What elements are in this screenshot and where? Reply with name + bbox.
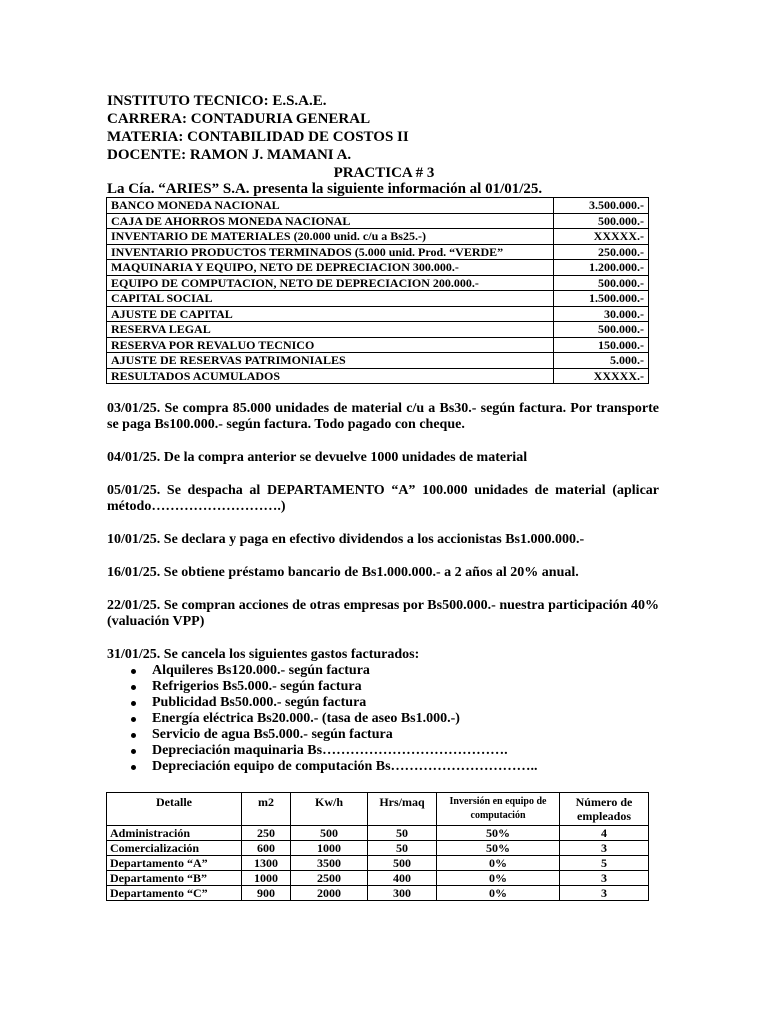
operation-paragraph: 03/01/25. Se compra 85.000 unidades de material c/u a Bs30.- según factura. Por transporte se paga Bs100.000.- según factura. Todo pagado con cheque. bbox=[107, 401, 659, 432]
account-amount: 3.500.000.- bbox=[554, 198, 649, 214]
table-cell: 50% bbox=[437, 826, 560, 841]
account-name: AJUSTE DE RESERVAS PATRIMONIALES bbox=[107, 353, 554, 369]
table-cell: Departamento “B” bbox=[107, 871, 242, 886]
account-name: BANCO MONEDA NACIONAL bbox=[107, 198, 554, 214]
operation-paragraph: 22/01/25. Se compran acciones de otras empresas por Bs500.000.- nuestra participación 40% (valuación VPP) bbox=[107, 598, 659, 629]
table-cell: 3 bbox=[560, 871, 649, 886]
account-amount: 150.000.- bbox=[554, 337, 649, 353]
document-header bbox=[107, 92, 409, 164]
distribution-table bbox=[106, 792, 649, 901]
table-cell: 50 bbox=[368, 841, 437, 856]
operation-paragraph: 16/01/25. Se obtiene préstamo bancario de Bs1.000.000.- a 2 años al 20% anual. bbox=[107, 565, 579, 580]
account-name: CAPITAL SOCIAL bbox=[107, 291, 554, 307]
account-name: RESULTADOS ACUMULADOS bbox=[107, 368, 554, 384]
account-amount: 1.500.000.- bbox=[554, 291, 649, 307]
intro-text: La Cía. “ARIES” S.A. presenta la siguiente información al 01/01/25. bbox=[107, 181, 543, 197]
balance-table bbox=[106, 197, 649, 384]
account-name: INVENTARIO PRODUCTOS TERMINADOS (5.000 unid. Prod. “VERDE” bbox=[107, 244, 554, 260]
table-row bbox=[107, 886, 649, 901]
table-row bbox=[107, 306, 649, 322]
table-cell: 0% bbox=[437, 871, 560, 886]
table-row bbox=[107, 229, 649, 245]
list-item: Depreciación equipo de computación Bs………………………….. bbox=[129, 759, 659, 775]
table-cell: 250 bbox=[242, 826, 291, 841]
account-amount: 30.000.- bbox=[554, 306, 649, 322]
account-name: CAJA DE AHORROS MONEDA NACIONAL bbox=[107, 213, 554, 229]
table-row bbox=[107, 198, 649, 214]
table-cell: 0% bbox=[437, 856, 560, 871]
operation-paragraph: 04/01/25. De la compra anterior se devuelve 1000 unidades de material bbox=[107, 450, 528, 465]
table-cell: 50% bbox=[437, 841, 560, 856]
account-amount: 1.200.000.- bbox=[554, 260, 649, 276]
account-name: MAQUINARIA Y EQUIPO, NETO DE DEPRECIACION 300.000.- bbox=[107, 260, 554, 276]
account-name: RESERVA LEGAL bbox=[107, 322, 554, 338]
table-cell: 50 bbox=[368, 826, 437, 841]
table-row bbox=[107, 826, 649, 841]
table-row bbox=[107, 871, 649, 886]
table-cell: 2500 bbox=[291, 871, 368, 886]
list-item: Publicidad Bs50.000.- según factura bbox=[129, 695, 659, 711]
table-cell: 1000 bbox=[291, 841, 368, 856]
table-row bbox=[107, 244, 649, 260]
list-item: Alquileres Bs120.000.- según factura bbox=[129, 663, 659, 679]
account-name: RESERVA POR REVALUO TECNICO bbox=[107, 337, 554, 353]
expenses-list bbox=[107, 663, 659, 775]
table-cell: 600 bbox=[242, 841, 291, 856]
table-cell: Administración bbox=[107, 826, 242, 841]
account-name: EQUIPO DE COMPUTACION, NETO DE DEPRECIACION 200.000.- bbox=[107, 275, 554, 291]
table-cell: Comercialización bbox=[107, 841, 242, 856]
account-amount: 500.000.- bbox=[554, 322, 649, 338]
institute-line: INSTITUTO TECNICO: E.S.A.E. bbox=[107, 93, 327, 109]
table-cell: 4 bbox=[560, 826, 649, 841]
table-row bbox=[107, 368, 649, 384]
table-row bbox=[107, 841, 649, 856]
account-name: AJUSTE DE CAPITAL bbox=[107, 306, 554, 322]
list-item: Depreciación maquinaria Bs…………………………………. bbox=[129, 743, 659, 759]
list-item: Servicio de agua Bs5.000.- según factura bbox=[129, 727, 659, 743]
table-row bbox=[107, 353, 649, 369]
table-cell: 900 bbox=[242, 886, 291, 901]
column-header: Kw/h bbox=[291, 793, 368, 826]
column-header: Número de empleados bbox=[560, 793, 649, 826]
table-cell: Departamento “A” bbox=[107, 856, 242, 871]
table-row bbox=[107, 275, 649, 291]
table-cell: 1000 bbox=[242, 871, 291, 886]
column-header: Hrs/maq bbox=[368, 793, 437, 826]
operation-paragraph: 05/01/25. Se despacha al DEPARTAMENTO “A” 100.000 unidades de material (aplicar método……………………….) bbox=[107, 483, 659, 514]
table-cell: 1300 bbox=[242, 856, 291, 871]
operations-section bbox=[107, 401, 659, 775]
table-cell: 0% bbox=[437, 886, 560, 901]
account-amount: 250.000.- bbox=[554, 244, 649, 260]
table-row bbox=[107, 856, 649, 871]
account-amount: XXXXX.- bbox=[554, 229, 649, 245]
table-cell: 2000 bbox=[291, 886, 368, 901]
column-header: Inversión en equipo de computación bbox=[437, 793, 560, 826]
subject-line: MATERIA: CONTABILIDAD DE COSTOS II bbox=[107, 129, 409, 145]
column-header: m2 bbox=[242, 793, 291, 826]
list-item: Refrigerios Bs5.000.- según factura bbox=[129, 679, 659, 695]
list-item: Energía eléctrica Bs20.000.- (tasa de aseo Bs1.000.-) bbox=[129, 711, 659, 727]
table-cell: 300 bbox=[368, 886, 437, 901]
table-row bbox=[107, 213, 649, 229]
account-name: INVENTARIO DE MATERIALES (20.000 unid. c/u a Bs25.-) bbox=[107, 229, 554, 245]
account-amount: 500.000.- bbox=[554, 275, 649, 291]
table-cell: 3500 bbox=[291, 856, 368, 871]
table-row bbox=[107, 337, 649, 353]
table-cell: 3 bbox=[560, 886, 649, 901]
table-cell: 5 bbox=[560, 856, 649, 871]
account-amount: 5.000.- bbox=[554, 353, 649, 369]
table-cell: 500 bbox=[291, 826, 368, 841]
account-amount: XXXXX.- bbox=[554, 368, 649, 384]
table-header-row bbox=[107, 793, 649, 826]
table-cell: 400 bbox=[368, 871, 437, 886]
column-header: Detalle bbox=[107, 793, 242, 826]
table-row bbox=[107, 322, 649, 338]
practice-title: PRACTICA # 3 bbox=[333, 165, 435, 181]
teacher-line: DOCENTE: RAMON J. MAMANI A. bbox=[107, 147, 352, 163]
table-cell: 500 bbox=[368, 856, 437, 871]
account-amount: 500.000.- bbox=[554, 213, 649, 229]
table-row bbox=[107, 291, 649, 307]
operation-paragraph: 31/01/25. Se cancela los siguientes gastos facturados: bbox=[107, 647, 420, 662]
career-line: CARRERA: CONTADURIA GENERAL bbox=[107, 111, 371, 127]
table-row bbox=[107, 260, 649, 276]
table-cell: 3 bbox=[560, 841, 649, 856]
operation-paragraph: 10/01/25. Se declara y paga en efectivo dividendos a los accionistas Bs1.000.000.- bbox=[107, 532, 585, 547]
table-cell: Departamento “C” bbox=[107, 886, 242, 901]
